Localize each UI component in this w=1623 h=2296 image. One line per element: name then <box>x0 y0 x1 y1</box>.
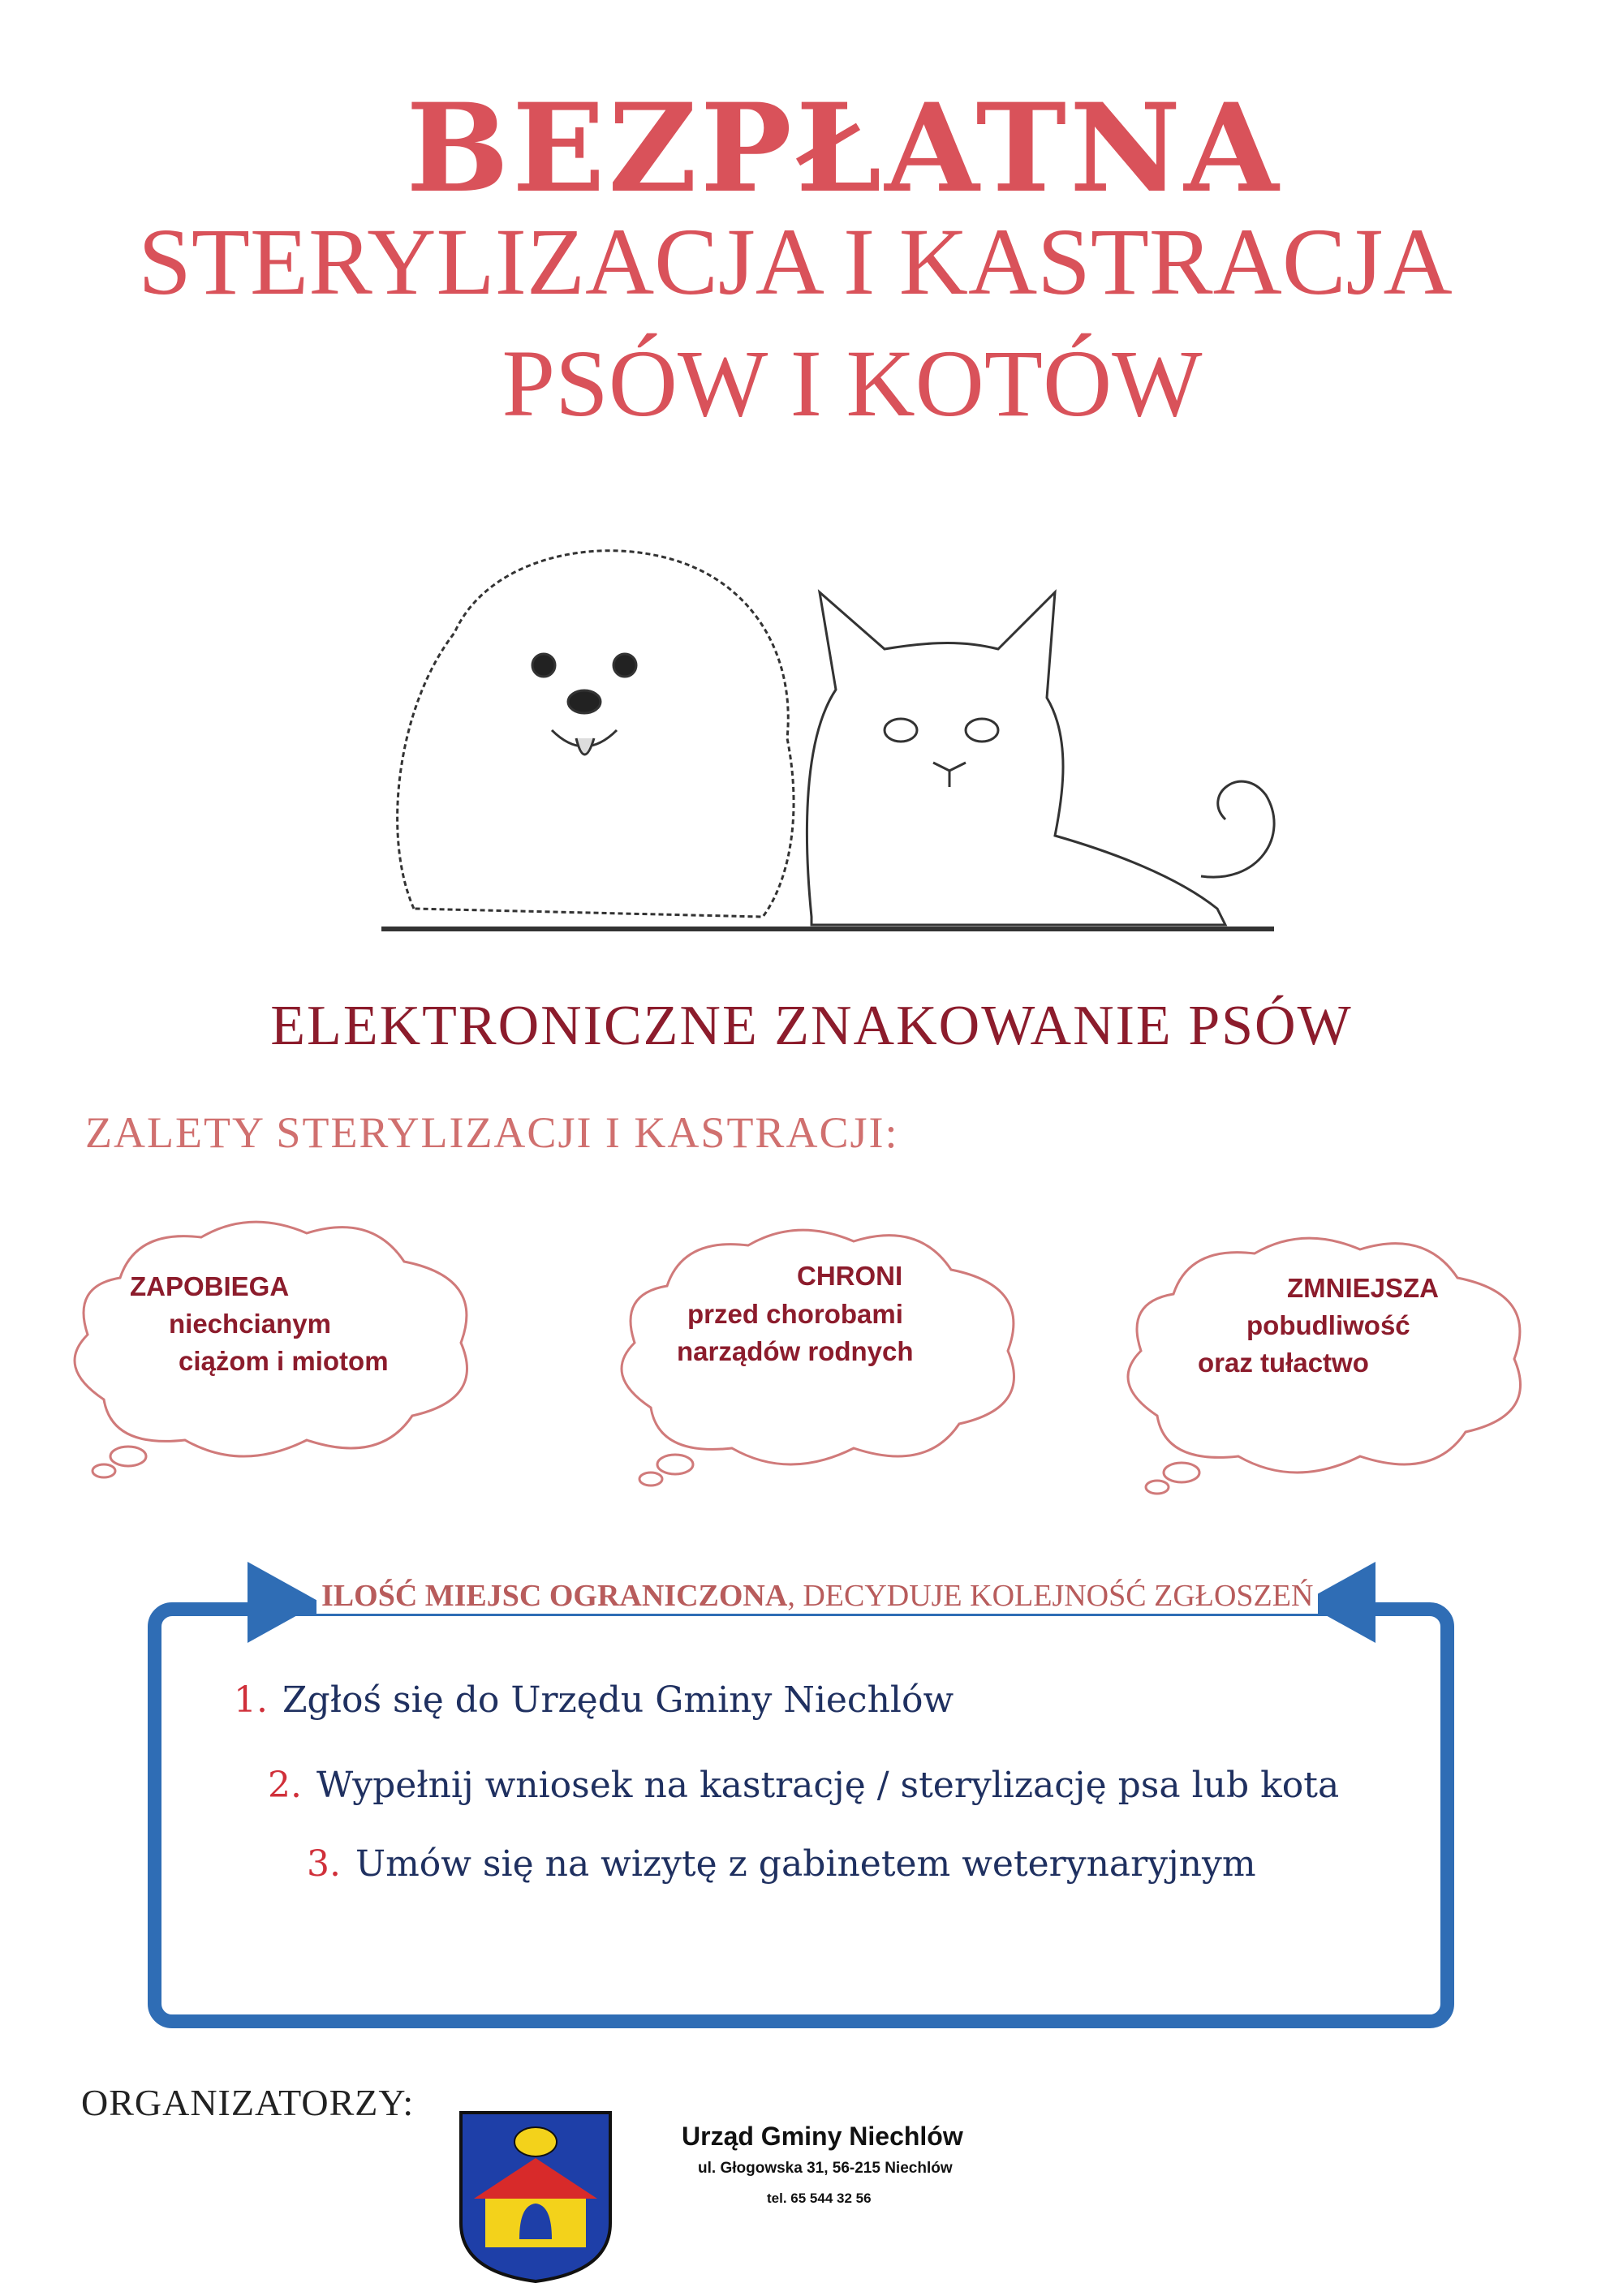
dog-and-cat-illustration <box>381 527 1331 949</box>
title-free: BEZPŁATNA <box>406 77 1282 220</box>
step-number: 1. <box>234 1679 268 1721</box>
notice-rest: , DECYDUJE KOLEJNOŚĆ ZGŁOSZEŃ <box>787 1579 1314 1613</box>
limited-places-notice <box>316 1578 1318 1614</box>
step-number: 2. <box>268 1765 302 1806</box>
cloud-text: ciążom i miotom <box>179 1346 389 1376</box>
subtitle-microchipping: ELEKTRONICZNE ZNAKOWANIE PSÓW <box>270 995 1353 1057</box>
organizer-phone: tel. 65 544 32 56 <box>767 2191 872 2206</box>
title-procedure: STERYLIZACJA I KASTRACJA <box>138 209 1453 315</box>
step-1 <box>234 1679 954 1721</box>
cloud-text: niechcianym <box>169 1309 331 1339</box>
step-2 <box>268 1765 1339 1806</box>
cloud-prevents <box>63 1213 485 1481</box>
organizers-label: ORGANIZATORZY: <box>81 2082 415 2123</box>
cloud-title: ZMNIEJSZA <box>1287 1273 1440 1303</box>
step-number: 3. <box>307 1843 341 1885</box>
cloud-title: CHRONI <box>797 1261 903 1291</box>
step-text: Umów się na wizytę z gabinetem weterynaryjnym <box>355 1843 1256 1885</box>
organizer-address: ul. Głogowska 31, 56-215 Niechlów <box>698 2160 953 2177</box>
step-3 <box>307 1843 1256 1885</box>
cloud-protects <box>610 1221 1032 1489</box>
title-animals: PSÓW I KOTÓW <box>502 330 1203 436</box>
cloud-text: pobudliwość <box>1246 1310 1410 1340</box>
arrow-right-icon <box>248 1562 321 1643</box>
organizer-name: Urząd Gminy Niechlów <box>682 2122 963 2151</box>
step-text: Zgłoś się do Urzędu Gminy Niechlów <box>282 1679 954 1721</box>
coat-of-arms-logo <box>458 2109 613 2284</box>
notice-bold: ILOŚĆ MIEJSC OGRANICZONA <box>321 1579 788 1613</box>
cloud-text: przed chorobami <box>687 1299 903 1329</box>
cloud-text: narządów rodnych <box>677 1336 914 1366</box>
cloud-title: ZAPOBIEGA <box>130 1271 290 1301</box>
cloud-reduces <box>1117 1229 1539 1497</box>
cloud-text: oraz tułactwo <box>1198 1348 1369 1378</box>
step-text: Wypełnij wniosek na kastrację / sterylizację psa lub kota <box>316 1765 1340 1806</box>
advantages-heading: ZALETY STERYLIZACJI I KASTRACJI: <box>85 1108 899 1157</box>
steps-frame <box>148 1602 1454 2028</box>
